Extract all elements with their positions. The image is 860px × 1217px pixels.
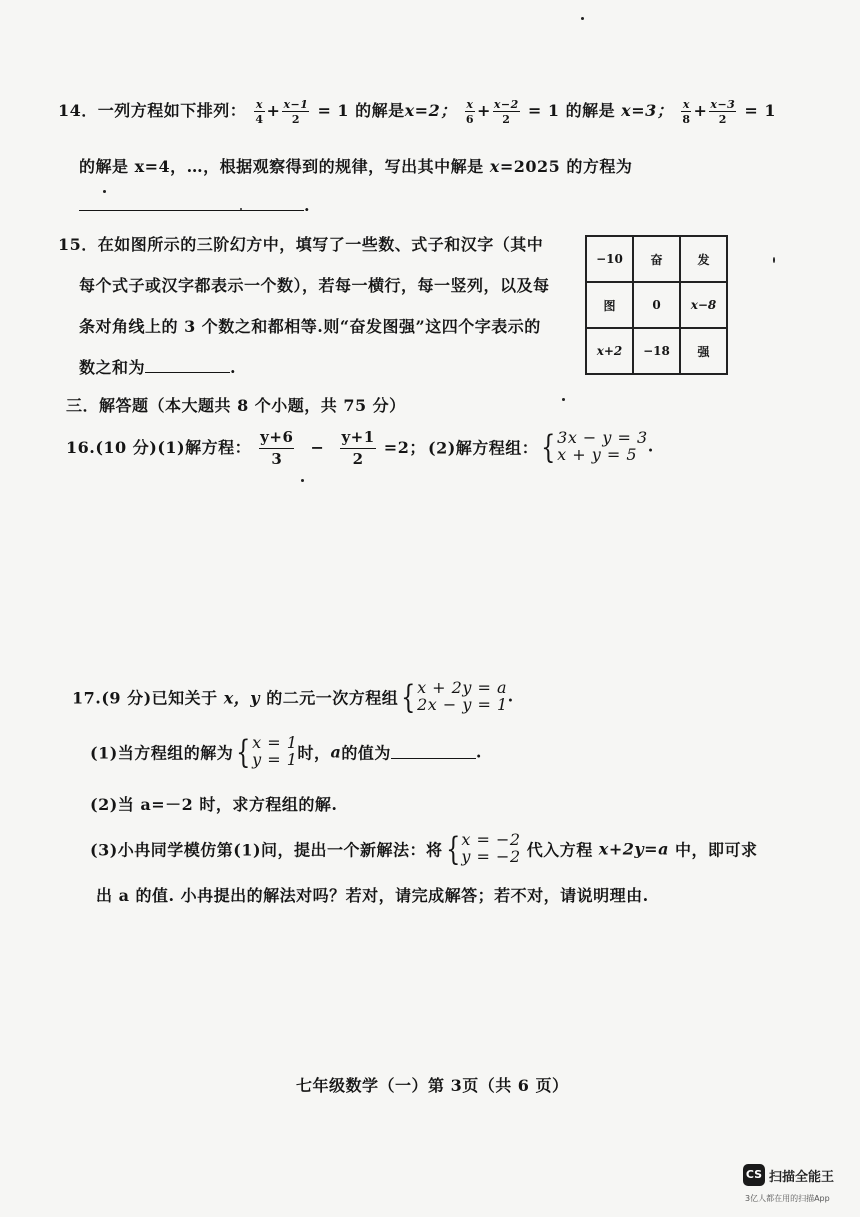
q14-line2: 的解是 x=4，…，根据观察得到的规律，写出其中解是 x=2025 的方程为 bbox=[79, 157, 633, 176]
fraction: $\frac{y+6}{3}$ bbox=[260, 428, 294, 468]
magic-cell: −10 bbox=[586, 236, 633, 282]
q17-part2: (2)当 a=－2 时，求方程组的解. bbox=[90, 795, 338, 814]
magic-cell: x−8 bbox=[680, 282, 727, 328]
equation-system: { x = 1 y = 1 bbox=[236, 732, 298, 771]
q14-number: 14． bbox=[58, 101, 98, 120]
fraction: $\frac{x-3}{2}$ bbox=[710, 97, 736, 126]
scanner-tagline: 3亿人都在用的扫描App bbox=[745, 1194, 830, 1203]
q15-line1: 15．在如图所示的三阶幻方中，填写了一些数、式子和汉字（其中 bbox=[58, 235, 544, 254]
q14-line1: 14．一列方程如下排列： $\frac{x}{4}$ + $\frac{x-1}{2}$ = 1 的解是x=2； $\frac{x}{6}$ + $\frac{x-2}{2}$ = 1 的解是 x=3； $\frac{x}{8}$ + $\frac{x-3}{2}$ = 1 bbox=[58, 97, 777, 126]
magic-cell: 图 bbox=[586, 282, 633, 328]
fraction: $\frac{x-1}{2}$ bbox=[283, 97, 309, 126]
magic-cell: 0 bbox=[633, 282, 680, 328]
magic-cell: 强 bbox=[680, 328, 727, 374]
equation-system: { 3x − y = 3 x + y = 5 bbox=[541, 427, 648, 466]
q15-line2: 每个式子或汉字都表示一个数），若每一横行，每一竖列，以及每 bbox=[79, 276, 550, 295]
scanner-app-name: 扫描全能王 bbox=[769, 1170, 835, 1185]
q17-part3: (3)小冉同学模仿第(1)问，提出一个新解法：将 { x = −2 y = −2 代入方程 x+2y=a 中，即可求 bbox=[90, 829, 758, 868]
scan-speck bbox=[581, 17, 584, 20]
q14-answer-blank: . bbox=[79, 196, 310, 215]
q14-intro: 一列方程如下排列： bbox=[97, 101, 247, 120]
fraction: $\frac{x}{4}$ bbox=[255, 97, 264, 126]
fraction: $\frac{x-2}{2}$ bbox=[493, 97, 519, 126]
fraction: $\frac{y+1}{2}$ bbox=[341, 428, 375, 468]
magic-square bbox=[585, 235, 728, 375]
page-footer: 七年级数学（一）第 3页（共 6 页） bbox=[296, 1076, 569, 1095]
q15-line3: 条对角线上的 3 个数之和都相等.则“奋发图强”这四个字表示的 bbox=[79, 317, 541, 336]
scan-speck bbox=[301, 479, 304, 482]
q17-part1: (1)当方程组的解为 { x = 1 y = 1 时，a的值为 . bbox=[90, 732, 482, 771]
scan-speck bbox=[562, 398, 565, 401]
fraction: $\frac{x}{8}$ bbox=[682, 97, 691, 126]
scan-speck bbox=[240, 208, 242, 210]
q16-part2: (2)解方程组： { 3x − y = 3 x + y = 5 . bbox=[428, 427, 654, 466]
scanner-logo-icon: CS bbox=[743, 1164, 765, 1186]
equation-system: { x + 2y = a 2x − y = 1 bbox=[401, 677, 508, 716]
q17-part3-line2: 出 a 的值. 小冉提出的解法对吗？若对，请完成解答；若不对，请说明理由. bbox=[96, 886, 649, 905]
magic-cell: x+2 bbox=[586, 328, 633, 374]
equation-system: { x = −2 y = −2 bbox=[445, 829, 521, 868]
magic-cell: −18 bbox=[633, 328, 680, 374]
magic-cell: 发 bbox=[680, 236, 727, 282]
q17-line: 17.(9 分)已知关于 x，y 的二元一次方程组 { x + 2y = a 2x − y = 1 . bbox=[72, 677, 514, 716]
q15-line4: 数之和为 . bbox=[79, 358, 237, 377]
section-title: 三．解答题（本大题共 8 个小题，共 75 分） bbox=[66, 396, 406, 415]
fraction: $\frac{x}{6}$ bbox=[465, 97, 474, 126]
magic-cell: 奋 bbox=[633, 236, 680, 282]
emphasis-dot bbox=[103, 190, 106, 193]
scan-speck bbox=[773, 257, 775, 263]
q16-line: 16.(10 分)(1)解方程： $\frac{y+6}{3}$ − $\frac{y+1}{2}$ =2； bbox=[66, 428, 426, 468]
